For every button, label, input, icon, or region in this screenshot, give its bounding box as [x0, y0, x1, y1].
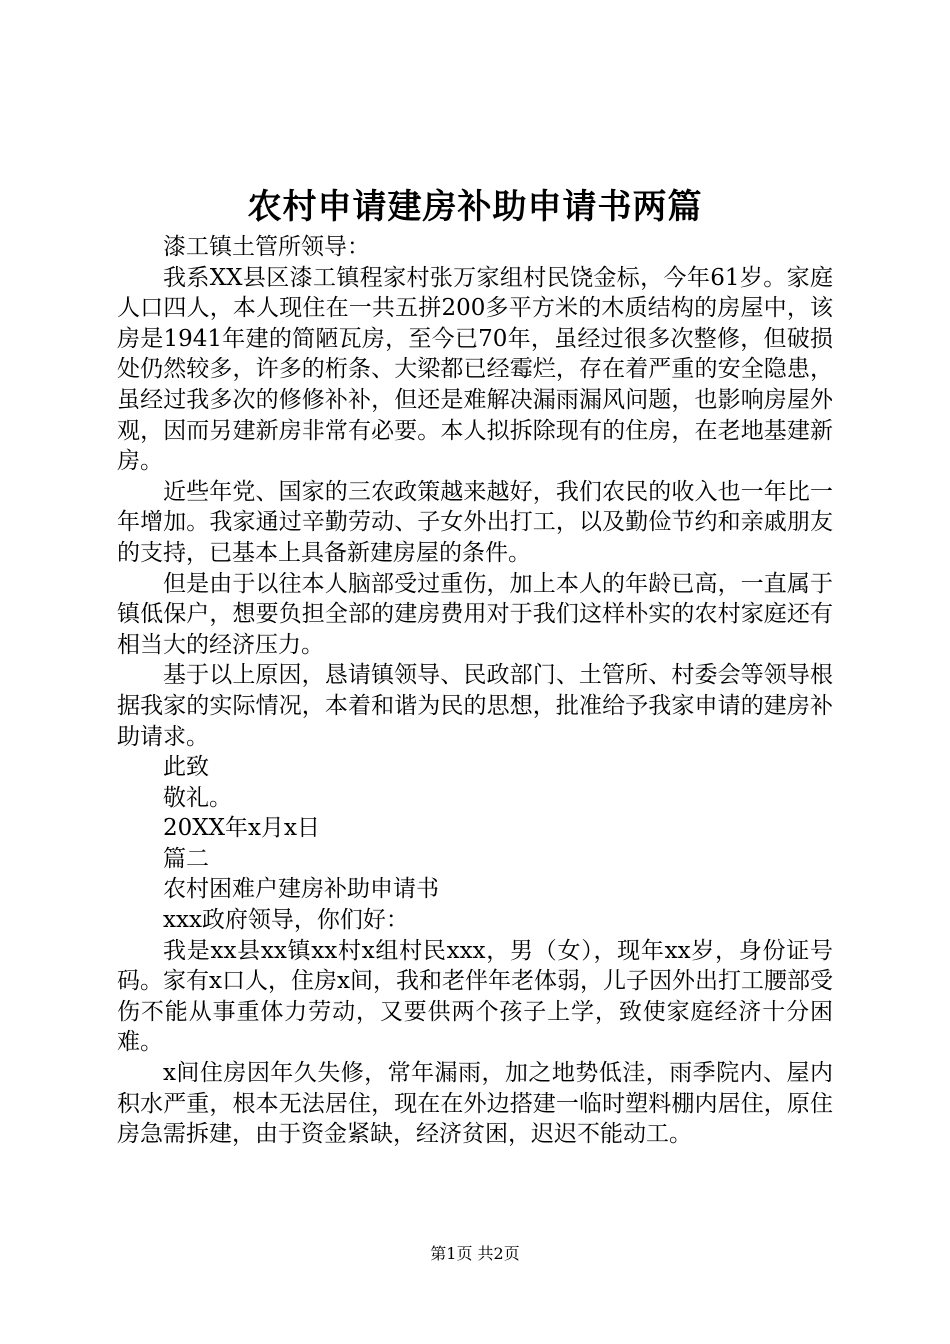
- salutation: 漆工镇土管所领导：: [163, 234, 370, 260]
- salutation: xxx政府领导，你们好：: [163, 907, 409, 934]
- paragraph: 但是由于以往本人脑部受过重伤，加上本人的年龄已高，一直属于镇低保户，想要负担全部的建房费用对于我们这样朴实的农村家庭还有相当大的经济压力。: [117, 570, 833, 658]
- section-title: 农村困难户建房补助申请书: [163, 876, 439, 903]
- paragraph: x间住房因年久失修，常年漏雨，加之地势低洼，雨季院内、屋内积水严重，根本无法居住，现在在外边搭建一临时塑料棚内居住，原住房急需拆建，由于资金紧缺，经济贫困，迟迟不能动工。: [117, 1060, 833, 1148]
- paragraph: 近些年党、国家的三农政策越来越好，我们农民的收入也一年比一年增加。我家通过辛勤劳动、子女外出打工，以及勤俭节约和亲戚朋友的支持，已基本上具备新建房屋的条件。: [117, 478, 833, 566]
- document-title: 农村申请建房补助申请书两篇: [247, 187, 703, 227]
- closing-line: 敬礼。: [163, 784, 232, 811]
- closing-line: 此致: [163, 754, 209, 781]
- section-label: 篇二: [163, 845, 209, 872]
- document-body: [117, 232, 833, 1150]
- paragraph: 我系XX县区漆工镇程家村张万家组村民饶金标，今年61岁。家庭人口四人，本人现住在一共五拼200多平方米的木质结构的房屋中，该房是1941年建的简陋瓦房，至今已70年，虽经过很多次整修，但破损处仍然较多，许多的桁条、大梁都已经霉烂，存在着严重的安全隐患，虽经过我多次的修修补补，但还是难解决漏雨漏风问题，也影响房屋外观，因而另建新房非常有必要。本人拟拆除现有的住房，在老地基建新房。: [117, 264, 833, 475]
- page-number: 第1页 共2页: [430, 1244, 520, 1263]
- date-line: 20XX年x月x日: [163, 815, 320, 842]
- paragraph: 基于以上原因，恳请镇领导、民政部门、土管所、村委会等领导根据我家的实际情况，本着和谐为民的思想，批准给予我家申请的建房补助请求。: [117, 662, 833, 750]
- paragraph: 我是xx县xx镇xx村x组村民xxx，男（女），现年xx岁，身份证号码。家有x口人，住房x间，我和老伴年老体弱，儿子因外出打工腰部受伤不能从事重体力劳动，又要供两个孩子上学，致使家庭经济十分困难。: [117, 937, 833, 1056]
